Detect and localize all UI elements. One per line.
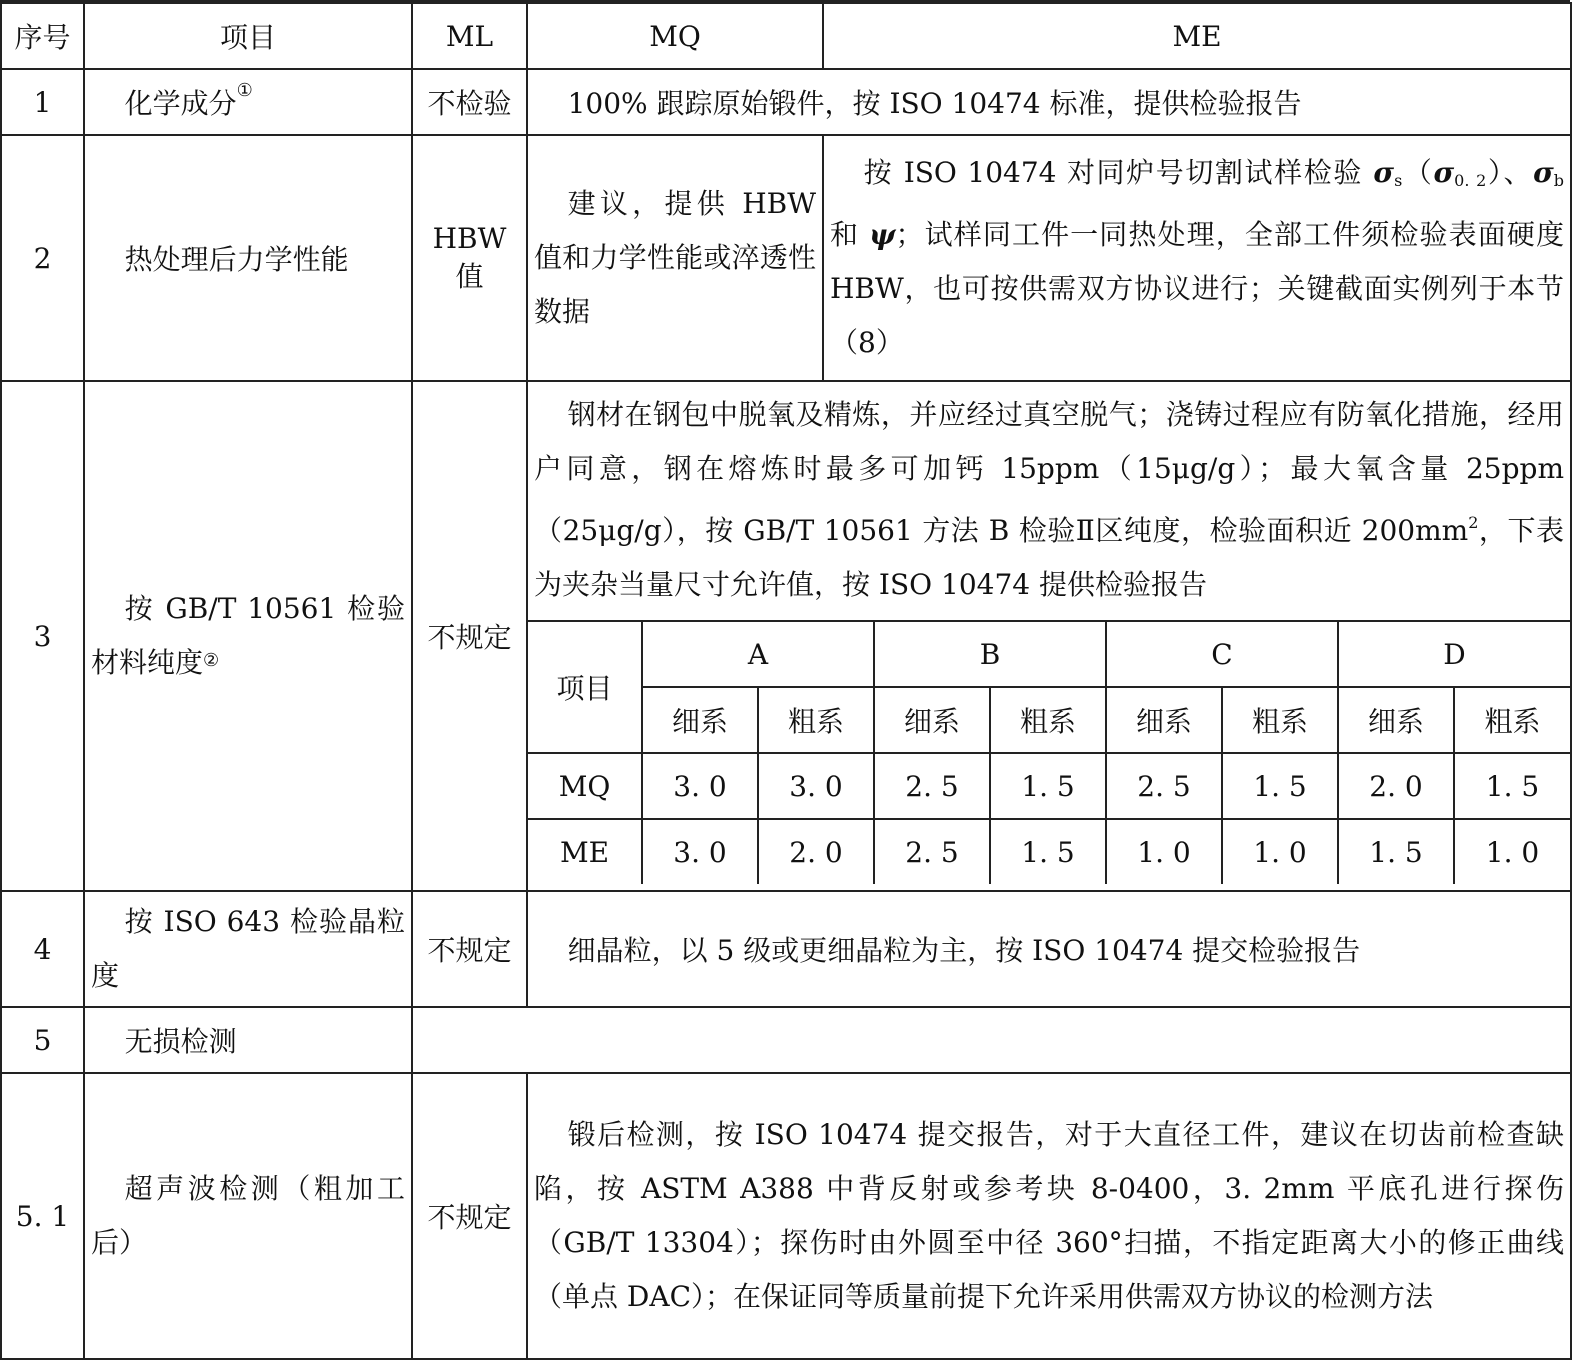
- purity-text-b: ，下表为夹杂当量尺寸允许值，按 ISO 10474 提供检验报告: [534, 514, 1564, 601]
- row-seq: 5: [1, 1007, 84, 1073]
- inclusion-value: 3. 0: [758, 753, 874, 819]
- inclusion-group-row: [528, 621, 1570, 687]
- inclusion-value: 2. 5: [874, 753, 990, 819]
- row-item: 无损检测: [84, 1007, 412, 1073]
- inclusion-row-label: ME: [528, 819, 642, 884]
- inclusion-value: 2. 0: [1338, 753, 1454, 819]
- inclusion-sub-row: [528, 687, 1570, 753]
- row-me: [823, 135, 1571, 381]
- row-mq-me: 细晶粒，以 5 级或更细晶粒为主，按 ISO 10474 提交检验报告: [527, 891, 1571, 1007]
- me-bracket-close: ）、: [1486, 156, 1534, 189]
- row-item: 按 ISO 643 检验晶粒度: [84, 891, 412, 1007]
- table-row: [1, 69, 1571, 135]
- me-text-rest: ；试样同工件一同热处理，全部工件须检验表面硬度 HBW，也可按供需双方协议进行；关键截面实例列于本节（8）: [830, 218, 1564, 359]
- row-ml: 不规定: [412, 891, 527, 1007]
- inclusion-value: 1. 5: [990, 819, 1106, 884]
- inclusion-item-label: 项目: [528, 621, 642, 753]
- row-seq: 5. 1: [1, 1073, 84, 1359]
- inclusion-value: 1. 5: [1454, 753, 1570, 819]
- sigma-s-symbol: σ: [1373, 156, 1395, 189]
- inclusion-value: 1. 0: [1106, 819, 1222, 884]
- row-item-text: 按 GB/T 10561 检验材料纯度: [91, 592, 405, 679]
- inclusion-value: 1. 0: [1222, 819, 1338, 884]
- sigma-b-subscript: b: [1553, 171, 1564, 190]
- row-mq-me: 100% 跟踪原始锻件，按 ISO 10474 标准，提供检验报告: [527, 69, 1571, 135]
- row-mq-me: [527, 381, 1571, 891]
- inclusion-sub-fine: 细系: [1338, 687, 1454, 753]
- table-row: [1, 135, 1571, 381]
- inclusion-row-me: [528, 819, 1570, 884]
- row-item: 热处理后力学性能: [84, 135, 412, 381]
- inclusion-sub-coarse: 粗系: [1454, 687, 1570, 753]
- purity-text-a: 钢材在钢包中脱氧及精炼，并应经过真空脱气；浇铸过程应有防氧化措施，经用户同意，钢在熔炼时最多可加钙 15ppm（15μg/g）；最大氧含量 25ppm（25μg/g），按 GB/T 10561 方法 B 检验Ⅱ区纯度，检验面积近 200mm: [534, 398, 1564, 547]
- row-ml: 不规定: [412, 1073, 527, 1359]
- me-text-a: 按 ISO 10474 对同炉号切割试样检验: [863, 156, 1374, 189]
- inclusion-group-c: C: [1106, 621, 1338, 687]
- inclusion-row-label: MQ: [528, 753, 642, 819]
- table-row: [1, 891, 1571, 1007]
- inclusion-sub-fine: 细系: [642, 687, 758, 753]
- inclusion-sub-coarse: 粗系: [1222, 687, 1338, 753]
- row-seq: 1: [1, 69, 84, 135]
- row-seq: 3: [1, 381, 84, 891]
- row-ml: 不规定: [412, 381, 527, 891]
- inclusion-group-d: D: [1338, 621, 1570, 687]
- inclusion-group-a: A: [642, 621, 874, 687]
- inclusion-value: 1. 5: [990, 753, 1106, 819]
- inclusion-value: 3. 0: [642, 819, 758, 884]
- header-ml: ML: [412, 3, 527, 69]
- row-mq-me: 锻后检测，按 ISO 10474 提交报告，对于大直径工件，建议在切齿前检查缺陷，按 ASTM A388 中背反射或参考块 8-0400，3. 2mm 平底孔进行探伤（GB/T 13304）；探伤时由外圆至中径 360°扫描，不指定距离大小的修正曲线（单点 DAC）；在保证同等质量前提下允许采用供需双方协议的检测方法: [527, 1073, 1571, 1359]
- table-row: [1, 381, 1571, 891]
- header-item: 项目: [84, 3, 412, 69]
- inclusion-sub-coarse: 粗系: [990, 687, 1106, 753]
- table-row: [1, 1007, 1571, 1073]
- sigma-02-subscript: 0. 2: [1454, 171, 1487, 190]
- inclusion-value: 2. 5: [1106, 753, 1222, 819]
- inspection-table: [0, 2, 1572, 1360]
- row-item: 超声波检测（粗加工后）: [84, 1073, 412, 1359]
- inclusion-value: 1. 0: [1454, 819, 1570, 884]
- row-ml: HBW 值: [412, 135, 527, 381]
- row-ml: 不检验: [412, 69, 527, 135]
- sigma-02-symbol: σ: [1433, 156, 1455, 189]
- inclusion-sub-fine: 细系: [874, 687, 990, 753]
- inclusion-sub-fine: 细系: [1106, 687, 1222, 753]
- footnote-mark: ①: [236, 80, 253, 101]
- row-item: [84, 381, 412, 891]
- header-me: ME: [823, 3, 1571, 69]
- row-item-text: 化学成分: [124, 87, 237, 120]
- row-item: [84, 69, 412, 135]
- footnote-mark: ②: [203, 650, 220, 671]
- inclusion-value: 2. 0: [758, 819, 874, 884]
- row-empty: [412, 1007, 1571, 1073]
- me-and: 和: [830, 218, 870, 251]
- table-row: [1, 1073, 1571, 1359]
- inclusion-sub-coarse: 粗系: [758, 687, 874, 753]
- inclusion-value: 2. 5: [874, 819, 990, 884]
- purity-superscript: 2: [1468, 513, 1479, 532]
- header-mq: MQ: [527, 3, 823, 69]
- psi-symbol: ψ: [869, 218, 896, 251]
- row-seq: 2: [1, 135, 84, 381]
- row-seq: 4: [1, 891, 84, 1007]
- sigma-b-symbol: σ: [1533, 156, 1554, 189]
- inclusion-row-mq: [528, 753, 1570, 819]
- inclusion-value: 1. 5: [1338, 819, 1454, 884]
- inclusion-group-b: B: [874, 621, 1106, 687]
- me-bracket-open: （: [1402, 156, 1434, 189]
- purity-paragraph: [528, 382, 1570, 620]
- inclusion-value: 1. 5: [1222, 753, 1338, 819]
- header-seq: 序号: [1, 3, 84, 69]
- inclusion-value: 3. 0: [642, 753, 758, 819]
- inclusion-table: [528, 620, 1570, 884]
- row-mq: 建议，提供 HBW 值和力学性能或淬透性数据: [527, 135, 823, 381]
- header-row: [1, 3, 1571, 69]
- sigma-s-subscript: s: [1394, 171, 1403, 190]
